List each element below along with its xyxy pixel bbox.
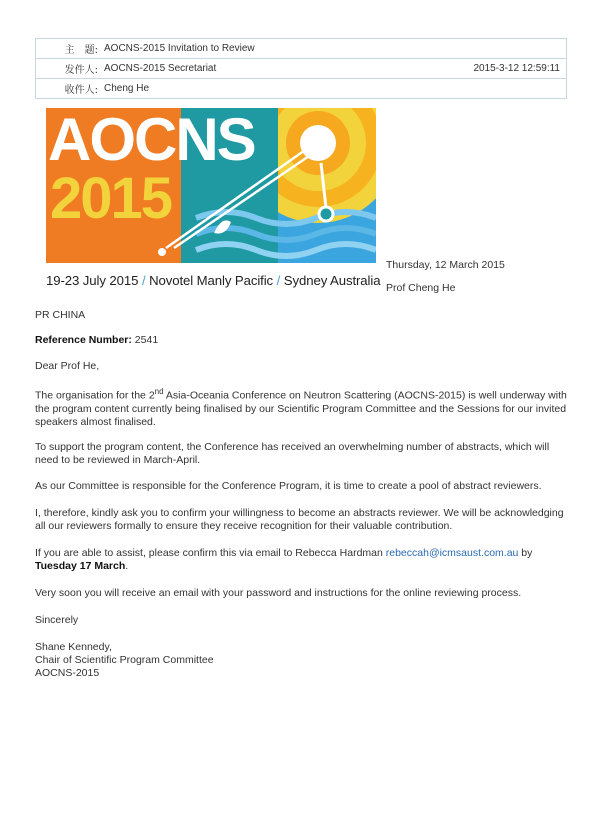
- conference-location: Sydney Australia: [283, 273, 381, 288]
- conference-dates: 19-23 July 2015: [46, 273, 139, 288]
- paragraph-4: I, therefore, kindly ask you to confirm your willingness to become an abstracts reviewer. We will be acknowledging all our reviewers formally to ensure they receive recognition for their valuable contribution.: [35, 507, 564, 532]
- aocns-logo-banner: [46, 108, 376, 263]
- ordinal-suffix: nd: [154, 387, 164, 396]
- paragraph-5-start: If you are able to assist, please confirm this via email to Rebecca Hardman: [35, 547, 386, 559]
- paragraph-3: As our Committee is responsible for the Conference Program, it is time to create a pool of abstract reviewers.: [35, 480, 542, 492]
- paragraph-5-mid: by: [518, 547, 533, 559]
- svg-text:AOCNS: AOCNS: [48, 108, 255, 173]
- deadline: Tuesday 17 March: [35, 560, 126, 572]
- recipient-country: PR CHINA: [35, 309, 86, 321]
- from-label: 发件人:: [64, 65, 98, 76]
- paragraph-5-end: .: [125, 560, 129, 572]
- to-row: [36, 79, 566, 99]
- closing: Sincerely: [35, 614, 79, 626]
- sun-core: [300, 125, 336, 161]
- salutation: Dear Prof He,: [35, 360, 100, 372]
- reference-number: 2541: [134, 334, 159, 346]
- letter-date: Thursday, 12 March 2015: [386, 259, 505, 271]
- paragraph-5: [35, 547, 570, 573]
- subject-label: 主 题:: [64, 45, 98, 56]
- email-header: [35, 38, 567, 99]
- to-label: 收件人:: [64, 85, 98, 96]
- conference-tagline: [46, 273, 380, 288]
- svg-text:2015: 2015: [50, 166, 172, 231]
- paragraph-6: Very soon you will receive an email with your password and instructions for the online reviewing process.: [35, 587, 522, 599]
- sent-date: 2015-3-12 12:59:11: [473, 63, 560, 74]
- paragraph-1-rest: Asia-Oceania Conference on Neutron Scattering (AOCNS-2015) is well underway with the program content currently being finalised by our Scientific Program Committee and the Sessions for our invited speakers almost finalised.: [35, 389, 567, 428]
- subject-row: [36, 39, 566, 59]
- from-row: [36, 59, 566, 79]
- email-link[interactable]: rebeccah@icmsaust.com.au: [385, 547, 519, 559]
- tagline-separator-2: /: [276, 273, 281, 288]
- reference-line: [35, 334, 570, 347]
- paragraph-1-start: The organisation for the 2: [35, 389, 155, 402]
- paragraph-2: To support the program content, the Conference has received an overwhelming number of abstracts, which will need to be reviewed in March-April.: [35, 441, 550, 466]
- letter-recipient: Prof Cheng He: [386, 282, 456, 294]
- reference-label: Reference Number:: [35, 334, 132, 346]
- subject-value: AOCNS-2015 Invitation to Review: [104, 43, 255, 54]
- conference-venue: Novotel Manly Pacific: [149, 273, 274, 288]
- tagline-separator: /: [141, 273, 146, 288]
- from-value[interactable]: AOCNS-2015 Secretariat: [104, 63, 217, 74]
- signature-org: AOCNS-2015: [35, 667, 100, 679]
- signature-name: Shane Kennedy,: [35, 641, 112, 653]
- paragraph-1: [35, 385, 570, 429]
- to-value[interactable]: Cheng He: [104, 83, 150, 94]
- signature-title: Chair of Scientific Program Committee: [35, 654, 214, 666]
